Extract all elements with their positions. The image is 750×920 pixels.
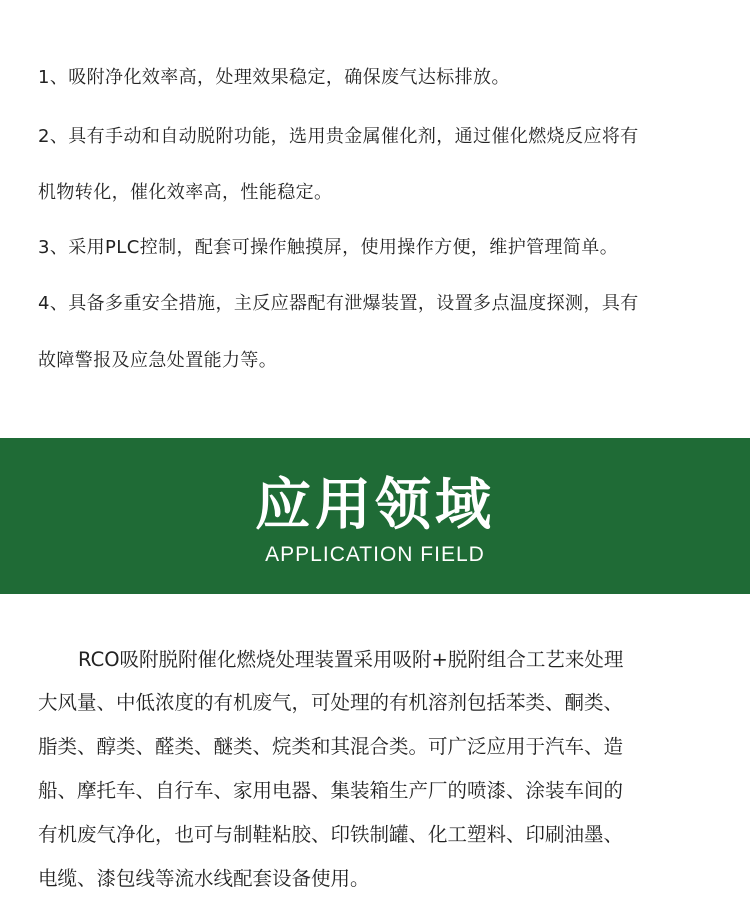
description-line-6: 电缆、漆包线等流水线配套设备使用。 [38, 867, 370, 890]
feature-item-1: 1、吸附净化效率高，处理效果稳定，确保废气达标排放。 [38, 67, 510, 88]
feature-item-2: 2、具有手动和自动脱附功能，选用贵金属催化剂，通过催化燃烧反应将有 [38, 126, 639, 147]
description-line-1: RCO吸附脱附催化燃烧处理装置采用吸附+脱附组合工艺来处理 [78, 648, 624, 671]
feature-item-4-continued: 故障警报及应急处置能力等。 [38, 350, 278, 371]
features-list [0, 0, 750, 438]
description-line-5: 有机废气净化，也可与制鞋粘胶、印铁制罐、化工塑料、印刷油墨、 [38, 823, 624, 846]
section-subtitle: APPLICATION FIELD [265, 543, 485, 566]
description-line-2: 大风量、中低浓度的有机废气，可处理的有机溶剂包括苯类、酮类、 [38, 691, 624, 714]
section-title: 应用领域 [255, 473, 495, 538]
description-line-4: 船、摩托车、自行车、家用电器、集装箱生产厂的喷漆、涂装车间的 [38, 779, 624, 802]
feature-item-4: 4、具备多重安全措施，主反应器配有泄爆装置，设置多点温度探测，具有 [38, 293, 639, 314]
feature-item-2-continued: 机物转化，催化效率高，性能稳定。 [38, 182, 333, 203]
description-line-3: 脂类、醇类、醛类、醚类、烷类和其混合类。可广泛应用于汽车、造 [38, 735, 624, 758]
feature-item-3: 3、采用PLC控制，配套可操作触摸屏，使用操作方便，维护管理简单。 [38, 237, 619, 258]
